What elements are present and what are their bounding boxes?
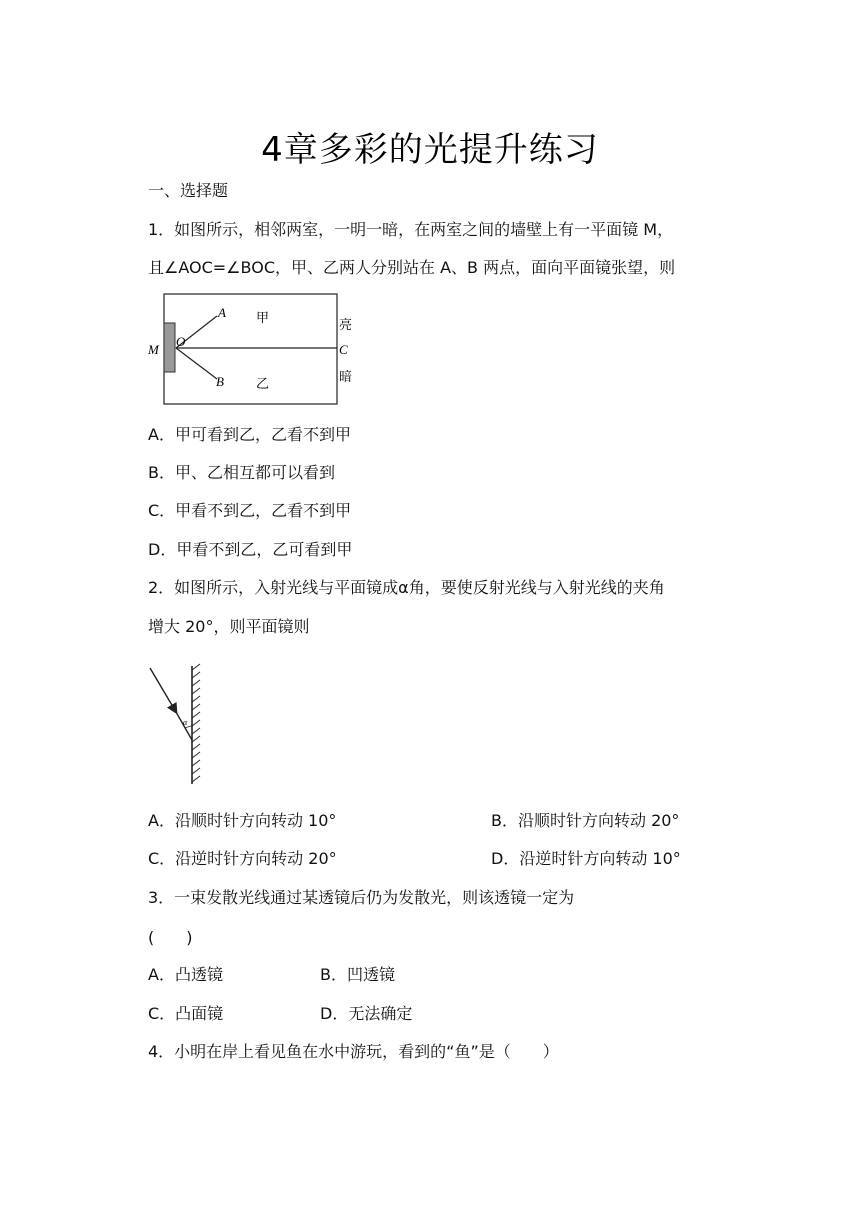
label-yi: 乙 bbox=[256, 376, 270, 391]
q2-figure-incident-ray-mirror bbox=[140, 660, 220, 790]
section-heading: 一、选择题 bbox=[148, 181, 229, 200]
label-C: C bbox=[339, 342, 348, 357]
q2-text-line1: 2．如图所示，入射光线与平面镜成α角，要使反射光线与入射光线的夹角 bbox=[148, 578, 665, 597]
q2-option-a: A．沿顺时针方向转动 10° bbox=[148, 811, 337, 830]
mirror-hatching bbox=[192, 664, 200, 782]
q3-option-c: C．凸面镜 bbox=[148, 1004, 224, 1023]
label-liang: 亮 bbox=[339, 317, 353, 332]
q1-option-c: C．甲看不到乙，乙看不到甲 bbox=[148, 501, 352, 520]
q3-option-a: A．凸透镜 bbox=[148, 965, 223, 984]
q3-text-line1: 3．一束发散光线通过某透镜后仍为发散光，则该透镜一定为 bbox=[148, 888, 575, 907]
label-an: 暗 bbox=[339, 369, 353, 384]
room-outline bbox=[164, 294, 337, 404]
label-A: A bbox=[218, 305, 226, 320]
label-M: M bbox=[148, 342, 159, 357]
q2-text-line2: 增大 20°，则平面镜则 bbox=[148, 617, 310, 636]
q1-text-line2: 且∠AOC=∠BOC，甲、乙两人分别站在 A、B 两点，面向平面镜张望，则 bbox=[148, 258, 676, 277]
q2-option-d: D．沿逆时针方向转动 10° bbox=[491, 849, 681, 868]
q1-option-b: B．甲、乙相互都可以看到 bbox=[148, 463, 335, 482]
ray-OB bbox=[176, 348, 217, 379]
q1-option-d: D．甲看不到乙，乙可看到甲 bbox=[148, 540, 353, 559]
q1-option-a: A．甲可看到乙，乙看不到甲 bbox=[148, 425, 351, 444]
label-jia: 甲 bbox=[256, 310, 270, 325]
plane-mirror-M bbox=[164, 323, 175, 372]
q3-text-line2: ( ) bbox=[148, 928, 193, 947]
q3-option-b: B．凹透镜 bbox=[320, 965, 395, 984]
label-O: O bbox=[176, 334, 186, 349]
q3-option-d: D．无法确定 bbox=[320, 1004, 413, 1023]
q4-text-line1: 4．小明在岸上看见鱼在水中游玩，看到的“鱼”是（ ） bbox=[148, 1042, 559, 1061]
label-B: B bbox=[216, 374, 224, 389]
incident-ray bbox=[150, 668, 176, 712]
page-title: 4章多彩的光提升练习 bbox=[261, 130, 599, 170]
q1-figure-rooms-mirror bbox=[140, 288, 370, 413]
q1-text-line1: 1．如图所示，相邻两室，一明一暗，在两室之间的墙壁上有一平面镜 M， bbox=[148, 220, 674, 239]
q2-option-b: B．沿顺时针方向转动 20° bbox=[491, 811, 680, 830]
q2-option-c: C．沿逆时针方向转动 20° bbox=[148, 849, 337, 868]
label-alpha: α bbox=[183, 718, 188, 727]
